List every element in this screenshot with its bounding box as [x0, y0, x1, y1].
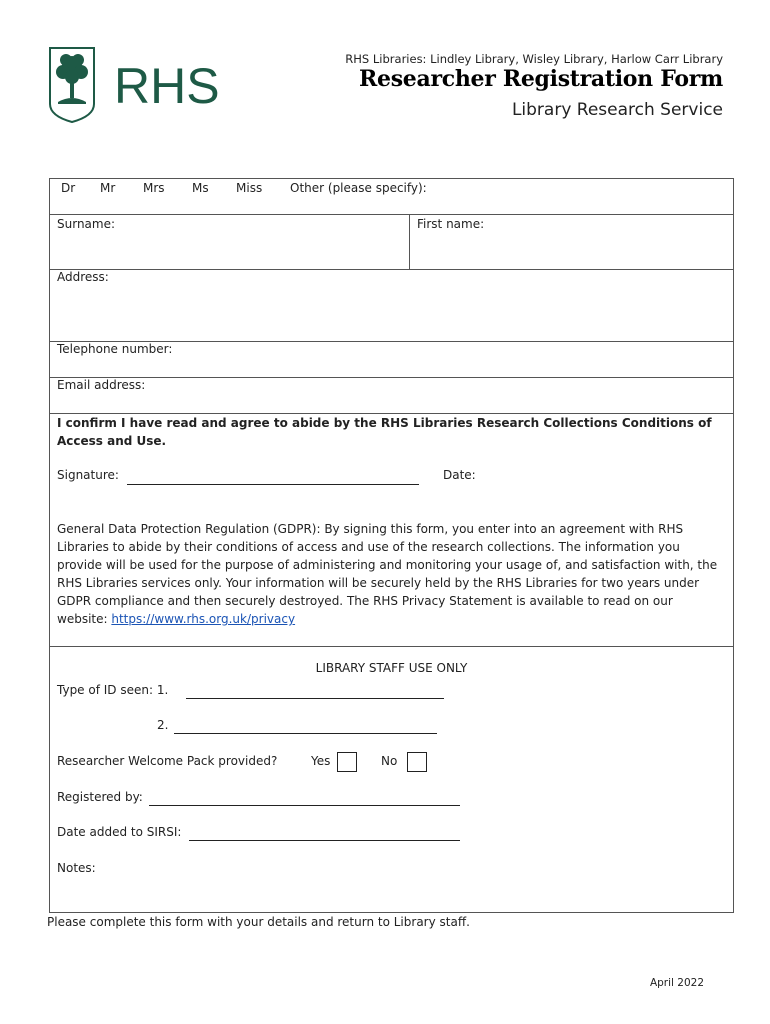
yes-label: Yes [311, 754, 331, 768]
notes-label: Notes: [57, 861, 96, 875]
email-row[interactable] [50, 378, 733, 414]
surname-label: Surname: [57, 217, 116, 231]
privacy-link[interactable]: https://www.rhs.org.uk/privacy [111, 612, 296, 626]
no-label: No [381, 754, 398, 768]
signature-line[interactable] [127, 484, 419, 485]
date-label: Date: [443, 468, 476, 482]
confirm-statement: I confirm I have read and agree to abide by the RHS Libraries Research Collections Conditions of Access and Use. [57, 416, 712, 448]
form-title: Researcher Registration Form [359, 66, 723, 92]
address-label: Address: [57, 270, 109, 284]
footer-date: April 2022 [649, 977, 704, 989]
id-seen-label: Type of ID seen: 1. [57, 683, 169, 697]
first-name-label: First name: [417, 217, 485, 231]
gdpr-notice [57, 520, 727, 628]
address-row[interactable] [50, 270, 733, 342]
libraries-line: RHS Libraries: Lindley Library, Wisley Library, Harlow Carr Library [345, 52, 723, 66]
title-option-other[interactable]: Other (please specify): [290, 181, 427, 195]
confirmation-section [50, 414, 733, 647]
staff-heading: LIBRARY STAFF USE ONLY [315, 661, 468, 675]
gdpr-text: General Data Protection Regulation (GDPR): By signing this form, you enter into an agreement with RHS Libraries to abide by their conditions of access and use of the research collections. The information you provide will be used for the purpose of administering and monitoring your usage of, and satisfaction with, the RHS Libraries services only. Your information will be securely held by the RHS Libraries for two years under GDPR compliance and then securely destroyed. The RHS Privacy Statement is available to read on our website: [57, 522, 718, 626]
form-subtitle: Library Research Service [511, 100, 723, 120]
registration-form [49, 178, 734, 913]
welcome-pack-label: Researcher Welcome Pack provided? [57, 754, 278, 768]
date-added-line[interactable] [189, 840, 460, 841]
title-option-mrs[interactable]: Mrs [143, 181, 165, 195]
id-seen-label-2: 2. [157, 718, 169, 732]
title-option-miss[interactable]: Miss [236, 181, 263, 195]
id-seen-line-1[interactable] [186, 698, 444, 699]
name-row [50, 215, 733, 270]
name-divider [409, 215, 410, 269]
registered-by-label: Registered by: [57, 790, 143, 804]
email-label: Email address: [57, 378, 146, 392]
no-checkbox[interactable] [407, 752, 427, 772]
telephone-label: Telephone number: [57, 342, 173, 356]
telephone-row[interactable] [50, 342, 733, 378]
title-option-mr[interactable]: Mr [100, 181, 116, 195]
signature-label: Signature: [57, 468, 119, 482]
title-option-ms[interactable]: Ms [192, 181, 209, 195]
tree-logo-icon [44, 44, 244, 124]
logo-wordmark: RHS [114, 58, 220, 114]
yes-checkbox[interactable] [337, 752, 357, 772]
footer-instruction: Please complete this form with your details and return to Library staff. [47, 915, 470, 929]
rhs-logo [44, 44, 244, 124]
date-added-label: Date added to SIRSI: [57, 825, 182, 839]
title-option-dr[interactable]: Dr [61, 181, 76, 195]
registered-by-line[interactable] [149, 805, 460, 806]
id-seen-line-2[interactable] [174, 733, 437, 734]
title-row [50, 179, 733, 215]
